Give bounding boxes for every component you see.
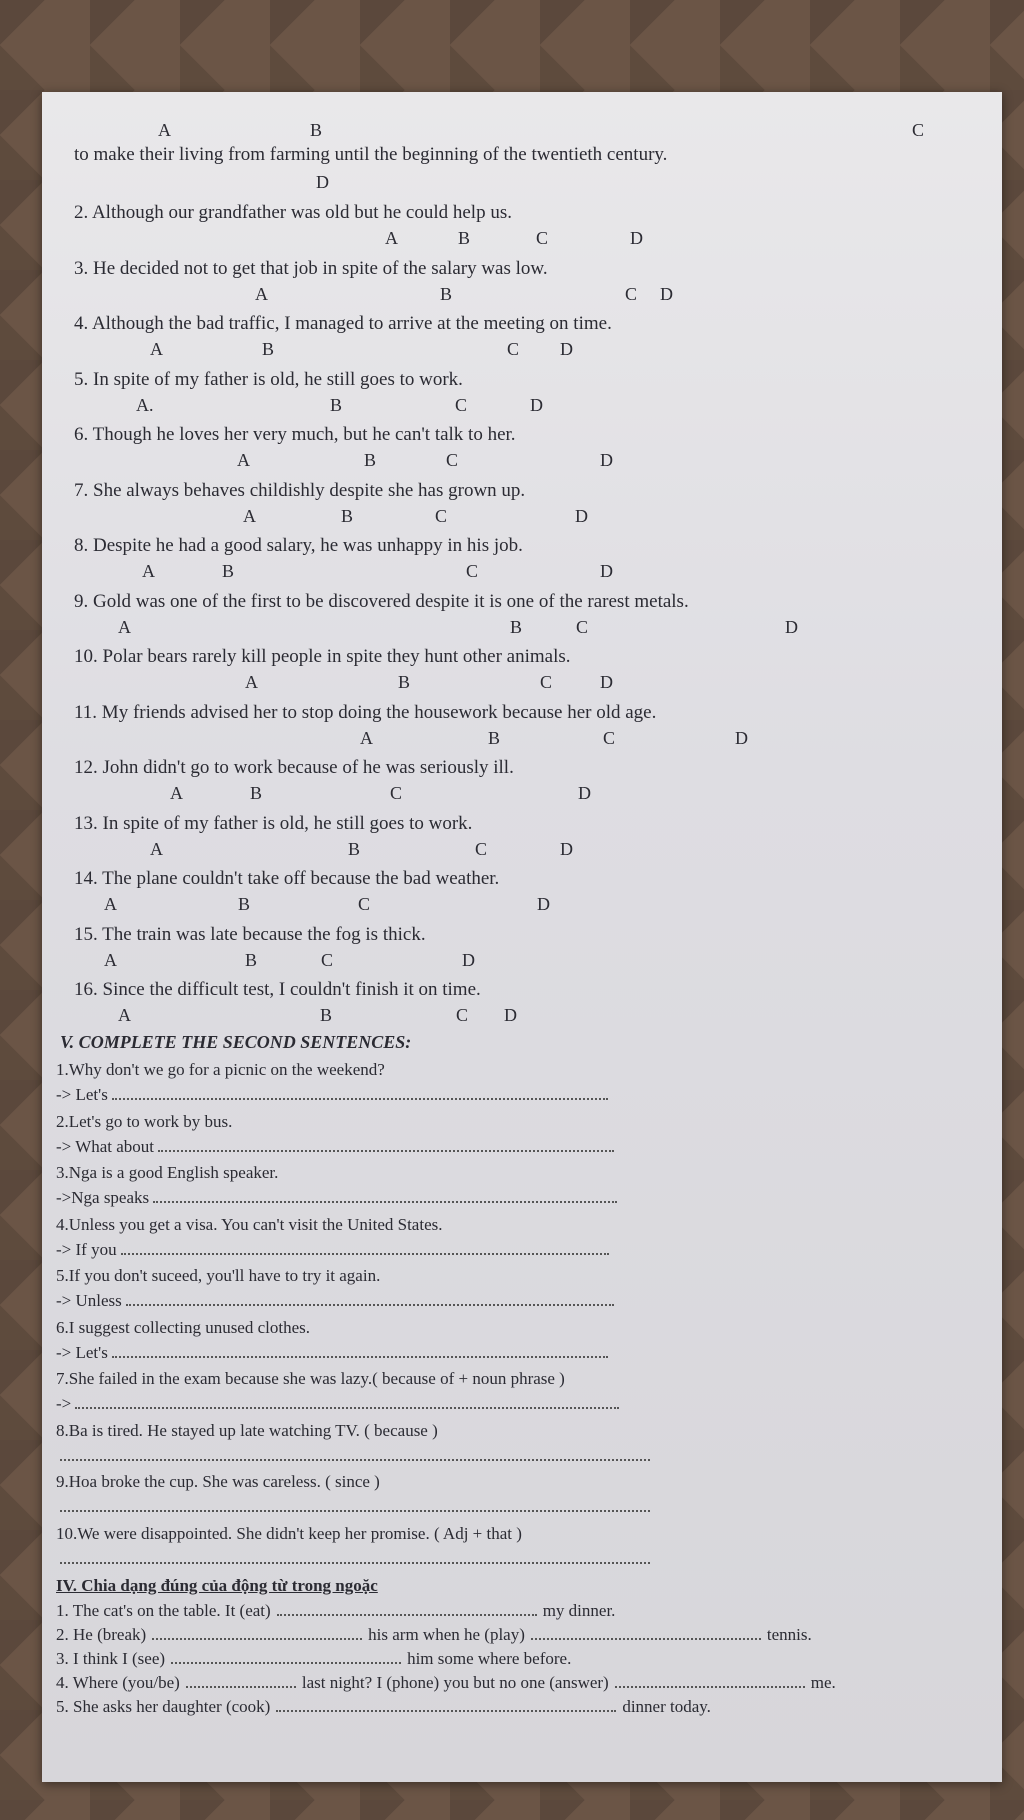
rewrite-answer-line[interactable]	[56, 1187, 617, 1208]
question-7: 7. She always behaves childishly despite she has grown up.	[74, 479, 526, 501]
q1-option-letters	[0, 120, 1024, 144]
option-letter: C	[455, 394, 468, 415]
rewrite-answer-line[interactable]	[56, 1342, 608, 1363]
question-11: 11. My friends advised her to stop doing the housework because her old age.	[74, 701, 657, 723]
verb-blank[interactable]	[615, 1672, 805, 1688]
option-letter: D	[462, 949, 475, 970]
option-letter: B	[341, 505, 354, 526]
option-letter: C	[540, 672, 553, 692]
exercise-text: 1. The cat's on the table. It (eat)	[56, 1601, 271, 1620]
option-letter: B	[238, 894, 251, 914]
q1-fragment-line: to make their living from farming until the beginning of the twentieth century.	[74, 144, 668, 165]
option-letter: B	[320, 1005, 333, 1025]
answer-blank[interactable]	[158, 1136, 614, 1152]
option-letter: D	[504, 1005, 517, 1025]
option-letter: B	[488, 727, 501, 748]
rewrite-answer-line[interactable]	[56, 1290, 614, 1311]
rewrite-prompt: 4.Unless you get a visa. You can't visit the United States.	[56, 1214, 443, 1234]
option-letter: A	[104, 894, 117, 914]
option-letter: C	[390, 783, 403, 803]
answer-prefix: -> Unless	[56, 1291, 122, 1310]
rewrite-answer-line[interactable]	[56, 1496, 650, 1517]
rewrite-prompt: 6.I suggest collecting unused clothes.	[56, 1317, 311, 1337]
exercise-text: 3. I think I (see)	[56, 1649, 166, 1668]
option-letter: B	[458, 228, 471, 248]
option-letter: D	[600, 672, 613, 692]
answer-blank[interactable]	[60, 1496, 650, 1512]
q1-option-a: A	[158, 120, 171, 140]
exercise-text: his arm when he (play)	[368, 1625, 525, 1644]
option-letter: C	[446, 450, 459, 470]
answer-blank[interactable]	[153, 1187, 617, 1203]
option-letter: D	[660, 283, 673, 304]
rewrite-answer-line[interactable]	[56, 1393, 619, 1414]
option-letter: D	[785, 616, 798, 637]
exercise-text: him some where before.	[407, 1649, 572, 1668]
option-letter: A	[104, 949, 117, 970]
option-letter: B	[245, 949, 258, 970]
question-9: 9. Gold was one of the first to be discovered despite it is one of the rarest metals.	[74, 590, 689, 612]
option-letter: A	[243, 505, 256, 526]
answer-blank[interactable]	[60, 1445, 650, 1461]
verb-exercise-item	[56, 1672, 836, 1693]
question-3: 3. He decided not to get that job in spite of the salary was low.	[74, 257, 548, 279]
option-letter: C	[456, 1005, 469, 1025]
question-6: 6. Though he loves her very much, but he can't talk to her.	[74, 424, 516, 445]
question-8: 8. Despite he had a good salary, he was unhappy in his job.	[74, 535, 523, 556]
option-letter: D	[600, 450, 613, 470]
q1-option-b: B	[310, 120, 323, 140]
answer-blank[interactable]	[60, 1548, 650, 1564]
option-letter: C	[576, 616, 589, 637]
option-letter: A	[245, 672, 258, 692]
option-letter: D	[575, 505, 588, 526]
option-letter: A	[150, 838, 163, 859]
option-letter: C	[603, 727, 616, 748]
verb-blank[interactable]	[186, 1672, 296, 1688]
answer-prefix: -> Let's	[56, 1085, 108, 1104]
answer-blank[interactable]	[121, 1239, 609, 1255]
option-letter: B	[330, 394, 343, 415]
rewrite-prompt: 10.We were disappointed. She didn't keep her promise. ( Adj + that )	[56, 1523, 522, 1543]
exercise-text: 2. He (break)	[56, 1625, 147, 1644]
verb-blank[interactable]	[171, 1648, 401, 1664]
exercise-text: me.	[810, 1673, 836, 1692]
verb-blank[interactable]	[152, 1624, 362, 1640]
rewrite-prompt: 7.She failed in the exam because she was lazy.( because of + noun phrase )	[56, 1369, 565, 1388]
answer-blank[interactable]	[75, 1393, 619, 1409]
option-letter: C	[475, 838, 488, 859]
verb-exercise-item	[56, 1648, 571, 1669]
answer-prefix: ->Nga speaks	[56, 1188, 150, 1207]
option-letter: A	[118, 1005, 131, 1025]
option-letter: D	[578, 783, 591, 803]
option-letter: C	[358, 894, 371, 914]
section-iv-title: IV. Chia dạng đúng của động từ trong ngoặc	[56, 1576, 378, 1595]
question-2: 2. Although our grandfather was old but he could help us.	[74, 202, 512, 223]
option-letter: C	[625, 283, 638, 304]
rewrite-prompt: 3.Nga is a good English speaker.	[56, 1163, 279, 1182]
option-letter: D	[530, 394, 543, 415]
option-letter: B	[364, 450, 377, 470]
answer-blank[interactable]	[112, 1342, 608, 1358]
question-10: 10. Polar bears rarely kill people in spite they hunt other animals.	[74, 646, 571, 667]
option-letter: C	[466, 561, 479, 581]
rewrite-answer-line[interactable]	[56, 1548, 650, 1569]
option-letter: C	[536, 228, 549, 248]
section-v-title: V. COMPLETE THE SECOND SENTENCES:	[60, 1032, 412, 1052]
question-4: 4. Although the bad traffic, I managed to arrive at the meeting on time.	[74, 313, 612, 334]
question-13: 13. In spite of my father is old, he still goes to work.	[74, 812, 473, 834]
option-letter: B	[440, 283, 453, 304]
option-letter: A	[360, 727, 373, 748]
answer-blank[interactable]	[112, 1084, 608, 1100]
answer-blank[interactable]	[126, 1290, 614, 1306]
q1-option-c: C	[912, 120, 925, 140]
verb-exercise-item	[56, 1600, 615, 1621]
exercise-text: tennis.	[766, 1625, 812, 1644]
option-letter: B	[250, 783, 263, 803]
question-16: 16. Since the difficult test, I couldn't finish it on time.	[74, 979, 481, 1000]
option-letter: C	[435, 505, 448, 526]
rewrite-prompt: 5.If you don't suceed, you'll have to try it again.	[56, 1266, 381, 1285]
answer-prefix: -> Let's	[56, 1342, 108, 1362]
question-5: 5. In spite of my father is old, he still goes to work.	[74, 368, 463, 390]
option-letter: B	[262, 339, 275, 359]
question-12: 12. John didn't go to work because of he was seriously ill.	[74, 757, 514, 778]
option-letter: A	[150, 339, 163, 359]
answer-prefix: ->	[56, 1394, 72, 1413]
option-letter: C	[507, 339, 520, 359]
verb-blank[interactable]	[531, 1624, 761, 1640]
verb-exercise-item	[56, 1624, 812, 1645]
question-14: 14. The plane couldn't take off because the bad weather.	[74, 868, 500, 889]
option-letter: B	[510, 616, 523, 637]
option-letter: C	[321, 949, 334, 970]
exercise-text: my dinner.	[542, 1601, 616, 1620]
option-letter: A	[142, 561, 155, 581]
option-letter: D	[735, 727, 748, 748]
answer-prefix: -> What about	[56, 1136, 155, 1156]
option-letter: D	[560, 339, 573, 359]
rewrite-answer-line[interactable]	[56, 1239, 609, 1260]
rewrite-prompt: 9.Hoa broke the cup. She was careless. ( since )	[56, 1472, 380, 1491]
option-letter: A	[255, 283, 268, 304]
option-letter: D	[600, 561, 613, 581]
verb-blank[interactable]	[276, 1696, 616, 1712]
option-letter: A	[237, 450, 250, 470]
option-letter: A	[170, 783, 183, 803]
exercise-text: 5. She asks her daughter (cook)	[56, 1697, 271, 1716]
option-letter: A	[118, 616, 131, 637]
rewrite-prompt: 2.Let's go to work by bus.	[56, 1111, 233, 1131]
exercise-text: 4. Where (you/be)	[56, 1673, 180, 1692]
verb-exercise-item	[56, 1696, 711, 1717]
rewrite-answer-line[interactable]	[56, 1084, 608, 1105]
exercise-text: last night? I (phone) you but no one (answer)	[301, 1673, 609, 1692]
exercise-text: dinner today.	[622, 1697, 711, 1716]
option-letter: D	[630, 228, 643, 248]
option-letter: A.	[136, 394, 154, 415]
question-15: 15. The train was late because the fog is thick.	[74, 923, 426, 945]
option-letter: B	[398, 672, 411, 692]
option-letter: B	[348, 838, 361, 859]
rewrite-prompt: 8.Ba is tired. He stayed up late watching TV. ( because )	[56, 1420, 438, 1440]
verb-blank[interactable]	[277, 1600, 537, 1616]
option-letter: B	[222, 561, 235, 581]
rewrite-answer-line[interactable]	[56, 1445, 650, 1466]
option-letter: A	[385, 228, 398, 248]
answer-prefix: -> If you	[56, 1239, 117, 1259]
rewrite-answer-line[interactable]	[56, 1136, 614, 1157]
option-letter: D	[537, 894, 550, 914]
option-letter: D	[560, 838, 573, 859]
rewrite-prompt: 1.Why don't we go for a picnic on the weekend?	[56, 1060, 385, 1079]
